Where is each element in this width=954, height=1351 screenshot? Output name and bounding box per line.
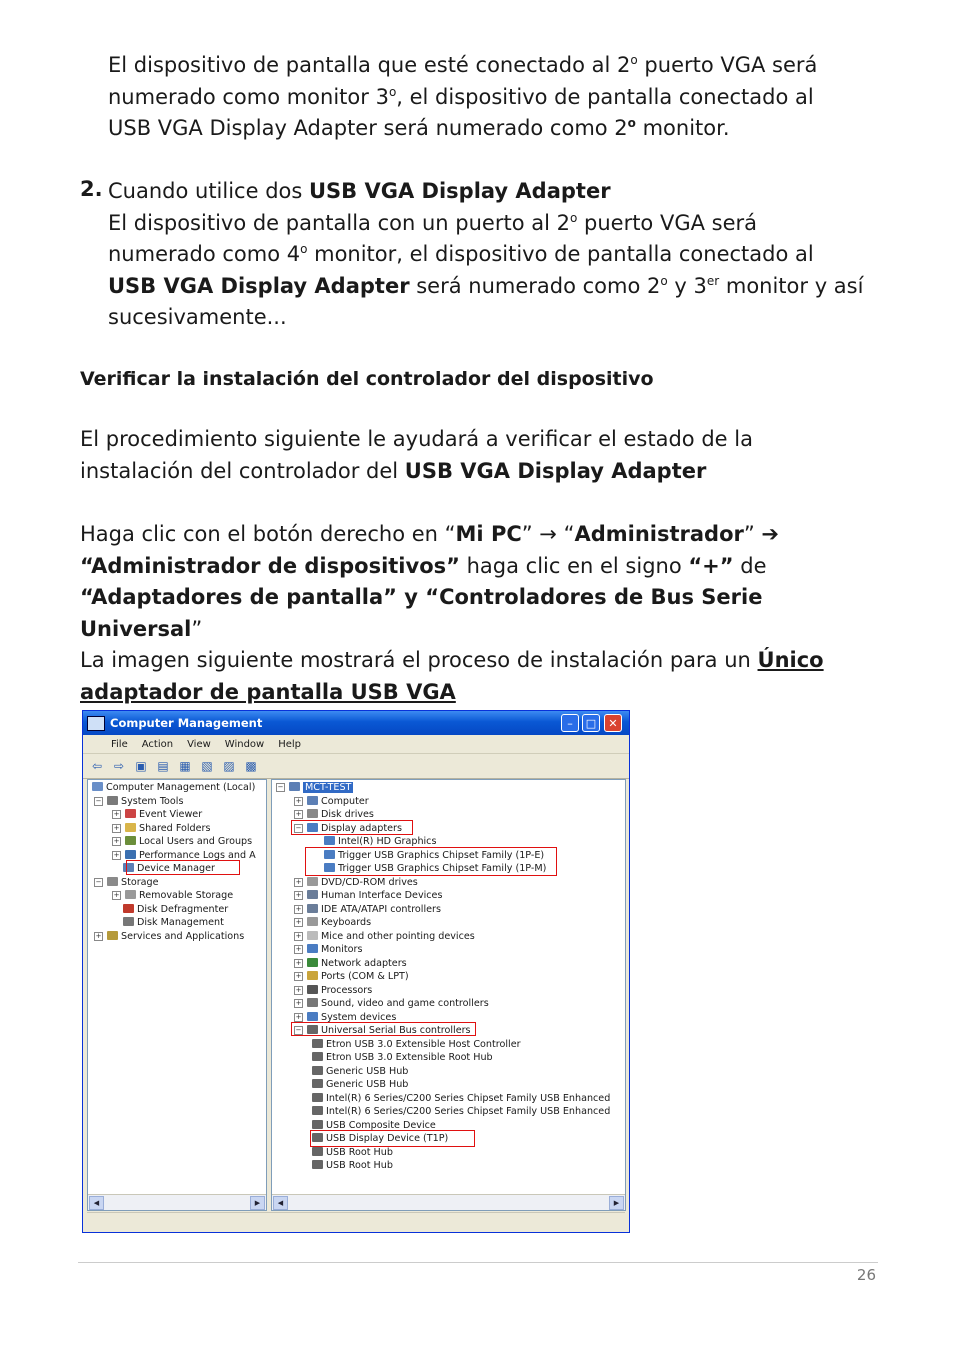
list-number-2: 2. <box>80 177 103 201</box>
properties-icon[interactable]: ▧ <box>201 759 213 773</box>
tree-item-usb-controllers[interactable]: − Universal Serial Bus controllers <box>295 1025 471 1036</box>
tree-item[interactable]: − Storage <box>95 877 159 888</box>
tree-item[interactable]: Etron USB 3.0 Extensible Root Hub <box>312 1051 493 1064</box>
tree-item[interactable]: Trigger USB Graphics Chipset Family (1P-E) <box>324 849 544 862</box>
tree-item[interactable]: Generic USB Hub <box>312 1065 408 1078</box>
tree-item[interactable]: USB Root Hub <box>312 1146 393 1159</box>
tree-item[interactable]: + System devices <box>295 1012 397 1023</box>
scan-hardware-icon[interactable]: ▩ <box>245 759 257 773</box>
tree-item[interactable]: + Shared Folders <box>113 823 211 834</box>
highlight-device-manager <box>126 860 240 875</box>
menu-view[interactable]: View <box>187 738 211 750</box>
status-bar <box>87 1212 625 1228</box>
tree-item[interactable]: + Services and Applications <box>95 931 245 942</box>
minimize-button[interactable]: – <box>561 714 579 732</box>
tree-item[interactable]: + Local Users and Groups <box>113 836 253 847</box>
scroll-left-icon[interactable]: ◀ <box>273 1196 288 1210</box>
paragraph-monitor-numbering: El dispositivo de pantalla que esté conectado al 2$^o$ puerto VGA será numerado como monitor 3$^o$, el dispositivo de pantalla conectado al USB VGA Display Adapter será numerado como 2$^o$ monitor. <box>108 53 818 140</box>
tree-item[interactable]: USB Composite Device <box>312 1119 436 1132</box>
tree-item-usb-display-device[interactable]: USB Display Device (T1P) <box>312 1132 448 1145</box>
tree-item[interactable]: + Event Viewer <box>113 809 203 820</box>
maximize-button[interactable]: □ <box>582 714 600 732</box>
tree-item[interactable]: Disk Defragmenter <box>123 903 228 916</box>
tree-item[interactable]: + Ports (COM & LPT) <box>295 971 409 982</box>
horizontal-scrollbar[interactable] <box>88 1194 266 1210</box>
highlight-usb-controllers <box>291 1022 476 1036</box>
horizontal-scrollbar[interactable] <box>272 1194 625 1210</box>
tree-item[interactable]: Computer Management (Local) <box>92 781 255 794</box>
show-tree-icon[interactable]: ▤ <box>157 759 169 773</box>
tree-item[interactable]: Intel(R) 6 Series/C200 Series Chipset Family USB Enhanced <box>312 1105 610 1118</box>
menu-window[interactable]: Window <box>224 738 265 750</box>
page-number: 26 <box>856 1266 876 1284</box>
footer-divider <box>78 1262 878 1263</box>
tree-item[interactable]: + DVD/CD-ROM drives <box>295 877 418 888</box>
tree-item[interactable]: + Performance Logs and A <box>113 850 256 861</box>
computer-management-window <box>82 710 630 1233</box>
console-tree-pane <box>87 779 267 1211</box>
paragraph-two-adapters: Cuando utilice dos USB VGA Display Adapter El dispositivo de pantalla con un puerto al 2$^o$ puerto VGA será numerado como 4$^o$ monitor, el dispositivo de pantalla conectado al USB VGA Display Adapter será numerado como 2$^o$ y 3er monitor y así sucesivamente... <box>108 179 864 329</box>
tree-item[interactable]: + Mice and other pointing devices <box>295 931 475 942</box>
tree-item[interactable]: Etron USB 3.0 Extensible Host Controller <box>312 1038 521 1051</box>
menu-help[interactable]: Help <box>278 738 302 750</box>
device-tree-pane <box>271 779 626 1211</box>
tree-item[interactable]: Intel(R) HD Graphics <box>324 835 436 848</box>
tree-item[interactable]: Disk Management <box>123 916 224 929</box>
tree-item[interactable]: Trigger USB Graphics Chipset Family (1P-M) <box>324 862 546 875</box>
tree-item[interactable]: − System Tools <box>95 796 184 807</box>
highlight-trigger-usb-graphics <box>305 847 557 876</box>
window-title: Computer Management <box>110 716 263 730</box>
tree-item-display-adapters[interactable]: − Display adapters <box>295 823 402 834</box>
tree-item[interactable]: + Keyboards <box>295 917 372 928</box>
toolbar <box>83 754 629 779</box>
highlight-usb-display-device <box>310 1130 475 1147</box>
back-arrow-icon[interactable]: ⇦ <box>91 759 103 773</box>
computer-icon <box>87 716 105 731</box>
tree-item[interactable]: + Disk drives <box>295 809 374 820</box>
section-heading: Verificar la instalación del controlador del dispositivo <box>80 368 654 390</box>
scroll-right-icon[interactable]: ▶ <box>609 1196 624 1210</box>
tree-item[interactable]: USB Root Hub <box>312 1159 393 1172</box>
menu-file[interactable]: File <box>111 738 128 750</box>
tree-item[interactable]: + Removable Storage <box>113 890 234 901</box>
tree-item[interactable]: Intel(R) 6 Series/C200 Series Chipset Family USB Enhanced <box>312 1092 610 1105</box>
tree-root[interactable]: − MCT-TEST <box>277 782 352 793</box>
paragraph-procedure: El procedimiento siguiente le ayudará a verificar el estado de la instalación del controlador del USB VGA Display Adapter <box>80 427 753 483</box>
tree-item[interactable]: + Processors <box>295 985 373 996</box>
print-icon[interactable]: ▦ <box>179 759 191 773</box>
tree-item[interactable]: + Monitors <box>295 944 363 955</box>
scroll-right-icon[interactable]: ▶ <box>250 1196 265 1210</box>
tree-item[interactable]: + Human Interface Devices <box>295 890 443 901</box>
close-button[interactable]: ✕ <box>604 714 622 732</box>
paragraph-instructions: Haga clic con el botón derecho en “Mi PC” → “Administrador” ➔ “Administrador de dispositivos” haga clic en el signo “+” de “Adaptadores de pantalla” y “Controladores de Bus Serie Universal” La imagen siguiente mostrará el proceso de instalación para un Único adaptador de pantalla USB VGA <box>80 522 824 704</box>
menu-action[interactable]: Action <box>141 738 174 750</box>
highlight-display-adapters <box>291 820 413 835</box>
up-folder-icon[interactable]: ▣ <box>135 759 147 773</box>
tree-item[interactable]: + Network adapters <box>295 958 407 969</box>
tree-item[interactable]: Generic USB Hub <box>312 1078 408 1091</box>
forward-arrow-icon[interactable]: ⇨ <box>113 759 125 773</box>
window-titlebar <box>83 711 629 735</box>
help-icon[interactable]: ▨ <box>223 759 235 773</box>
tree-item[interactable]: + IDE ATA/ATAPI controllers <box>295 904 441 915</box>
tree-item[interactable]: + Sound, video and game controllers <box>295 998 489 1009</box>
tree-item[interactable]: + Computer <box>295 796 369 807</box>
tree-item-device-manager[interactable]: Device Manager <box>123 862 215 875</box>
menu-bar <box>83 735 629 754</box>
scroll-left-icon[interactable]: ◀ <box>89 1196 104 1210</box>
